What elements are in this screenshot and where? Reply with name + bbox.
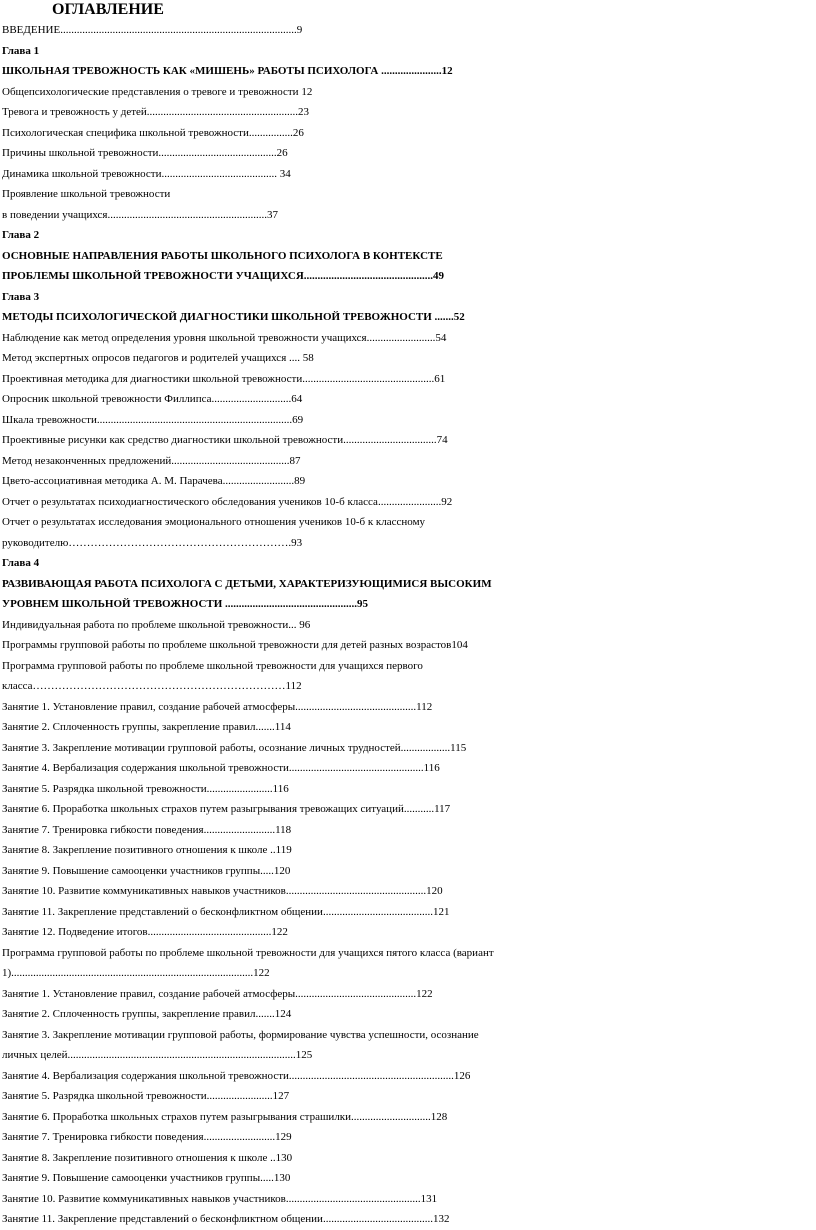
toc-entry-line: Занятие 10. Развитие коммуникативных навыков участников.................................................131	[2, 1192, 438, 1205]
toc-title: ОГЛАВЛЕНИЕ	[52, 1, 164, 18]
toc-entry-line: руководителю…………………………………………………….93	[2, 536, 303, 549]
toc-entry-line: Занятие 10. Развитие коммуникативных навыков участников...................................................120	[2, 885, 443, 897]
toc-entry-line: личных целей...................................................................................125	[2, 1049, 313, 1061]
toc-heading-line: УРОВНЕМ ШКОЛЬНОЙ ТРЕВОЖНОСТИ ................................................95	[2, 598, 369, 610]
toc-entry-line: Занятие 5. Разрядка школьной тревожности........................127	[2, 1090, 290, 1102]
toc-entry-line: Занятие 1. Установление правил, создание рабочей атмосферы............................................112	[2, 700, 433, 713]
toc-entry-line: Занятие 7. Тренировка гибкости поведения..........................118	[2, 823, 292, 836]
toc-entry-line: Занятие 7. Тренировка гибкости поведения..........................129	[2, 1131, 292, 1143]
toc-heading-line: МЕТОДЫ ПСИХОЛОГИЧЕСКОЙ ДИАГНОСТИКИ ШКОЛЬНОЙ ТРЕВОЖНОСТИ .......52	[2, 311, 465, 323]
toc-entry-line: 1)........................................................................................122	[2, 967, 270, 979]
toc-entry-line: Проективная методика для диагностики школьной тревожности................................................61	[2, 372, 446, 385]
toc-entry-line: Занятие 3. Закрепление мотивации групповой работы, осознание личных трудностей..................115	[2, 741, 467, 754]
toc-entry-line: Занятие 11. Закрепление представлений о бесконфликтном общении........................................132	[2, 1213, 450, 1225]
toc-entry-line: Динамика школьной тревожности.......................................... 34	[2, 167, 291, 180]
toc-heading-line: РАЗВИВАЮЩАЯ РАБОТА ПСИХОЛОГА С ДЕТЬМИ, ХАРАКТЕРИЗУЮЩИМИСЯ ВЫСОКИМ	[2, 577, 492, 590]
toc-entry-line: Занятие 9. Повышение самооценки участников группы.....120	[2, 864, 291, 877]
toc-entry-line: Занятие 8. Закрепление позитивного отношения к школе ..130	[2, 1151, 293, 1164]
toc-entry-line: Занятие 2. Сплоченность группы, закрепление правил.......124	[2, 1008, 292, 1020]
toc-entry-line: Проявление школьной тревожности	[2, 188, 171, 200]
toc-entry-line: Индивидуальная работа по проблеме школьной тревожности... 96	[2, 618, 311, 631]
toc-heading-line: Глава 2	[2, 229, 40, 241]
toc-entry-line: Занятие 4. Вербализация содержания школьной тревожности............................................................126	[2, 1069, 471, 1082]
toc-heading-line: ПРОБЛЕМЫ ШКОЛЬНОЙ ТРЕВОЖНОСТИ УЧАЩИХСЯ...............................................49	[2, 270, 445, 282]
toc-entry-line: Тревога и тревожность у детей.......................................................23	[2, 106, 310, 118]
toc-list	[2, 20, 816, 1230]
toc-entry-line: ВВЕДЕНИЕ......................................................................................9	[2, 24, 303, 36]
toc-entry-line: Программы групповой работы по проблеме школьной тревожности для детей разных возрастов104	[2, 639, 468, 651]
toc-entry-line: Метод незаконченных предложений...........................................87	[2, 454, 301, 467]
toc-entry-line: класса……………………………………………………………112	[2, 680, 302, 692]
toc-entry-line: Проективные рисунки как средство диагностики школьной тревожности..................................74	[2, 434, 448, 446]
toc-entry-line: Занятие 11. Закрепление представлений о бесконфликтном общении........................................121	[2, 905, 450, 918]
toc-entry-line: Цвето-ассоциативная методика А. М. Парачева..........................89	[2, 475, 306, 487]
toc-entry-line: Шкала тревожности.......................................................................69	[2, 413, 304, 426]
toc-heading-line: ШКОЛЬНАЯ ТРЕВОЖНОСТЬ КАК «МИШЕНЬ» РАБОТЫ ПСИХОЛОГА ......................12	[2, 65, 453, 77]
toc-entry-line: Опросник школьной тревожности Филлипса.............................64	[2, 393, 303, 405]
toc-entry-line: Занятие 8. Закрепление позитивного отношения к школе ..119	[2, 844, 292, 856]
toc-entry-line: Общепсихологические представления о тревоге и тревожности 12	[2, 85, 313, 98]
toc-entry-line: Отчет о результатах исследования эмоционального отношения учеников 10-б к классному	[2, 516, 426, 528]
toc-entry-line: Занятие 6. Проработка школьных страхов путем разыгрывания страшилки.............................128	[2, 1110, 448, 1123]
toc-entry-line: Занятие 6. Проработка школьных страхов путем разыгрывания тревожащих ситуаций...........117	[2, 803, 451, 815]
toc-entry-line: Занятие 4. Вербализация содержания школьной тревожности.................................................116	[2, 762, 440, 774]
toc-entry-line: в поведении учащихся..........................................................37	[2, 208, 278, 221]
toc-heading-line: Глава 3	[2, 290, 40, 303]
toc-entry-line: Метод экспертных опросов педагогов и родителей учащихся .... 58	[2, 352, 314, 364]
toc-entry-line: Причины школьной тревожности...........................................26	[2, 147, 288, 159]
toc-heading-line: Глава 1	[2, 44, 40, 57]
toc-heading-line: ОСНОВНЫЕ НАПРАВЛЕНИЯ РАБОТЫ ШКОЛЬНОГО ПСИХОЛОГА В КОНТЕКСТЕ	[2, 249, 443, 262]
toc-entry-line: Отчет о результатах психодиагностического обследования учеников 10-б класса.......................92	[2, 495, 453, 508]
toc-entry-line: Психологическая специфика школьной тревожности................26	[2, 126, 304, 139]
toc-entry-line: Наблюдение как метод определения уровня школьной тревожности учащихся.........................54	[2, 331, 447, 344]
toc-heading-line: Глава 4	[2, 557, 40, 569]
toc-entry-line: Программа групповой работы по проблеме школьной тревожности для учащихся первого	[2, 659, 423, 672]
toc-entry-line: Программа групповой работы по проблеме школьной тревожности для учащихся пятого класса (вариант	[2, 946, 494, 959]
toc-entry-line: Занятие 1. Установление правил, создание рабочей атмосферы............................................122	[2, 987, 433, 1000]
toc-entry-line: Занятие 12. Подведение итогов.............................................122	[2, 926, 288, 938]
toc-entry-line: Занятие 3. Закрепление мотивации групповой работы, формирование чувства успешности, осознание	[2, 1028, 479, 1041]
toc-entry-line: Занятие 9. Повышение самооценки участников группы.....130	[2, 1172, 291, 1184]
toc-entry-line: Занятие 5. Разрядка школьной тревожности........................116	[2, 782, 289, 795]
toc-entry-line: Занятие 2. Сплоченность группы, закрепление правил.......114	[2, 721, 291, 733]
